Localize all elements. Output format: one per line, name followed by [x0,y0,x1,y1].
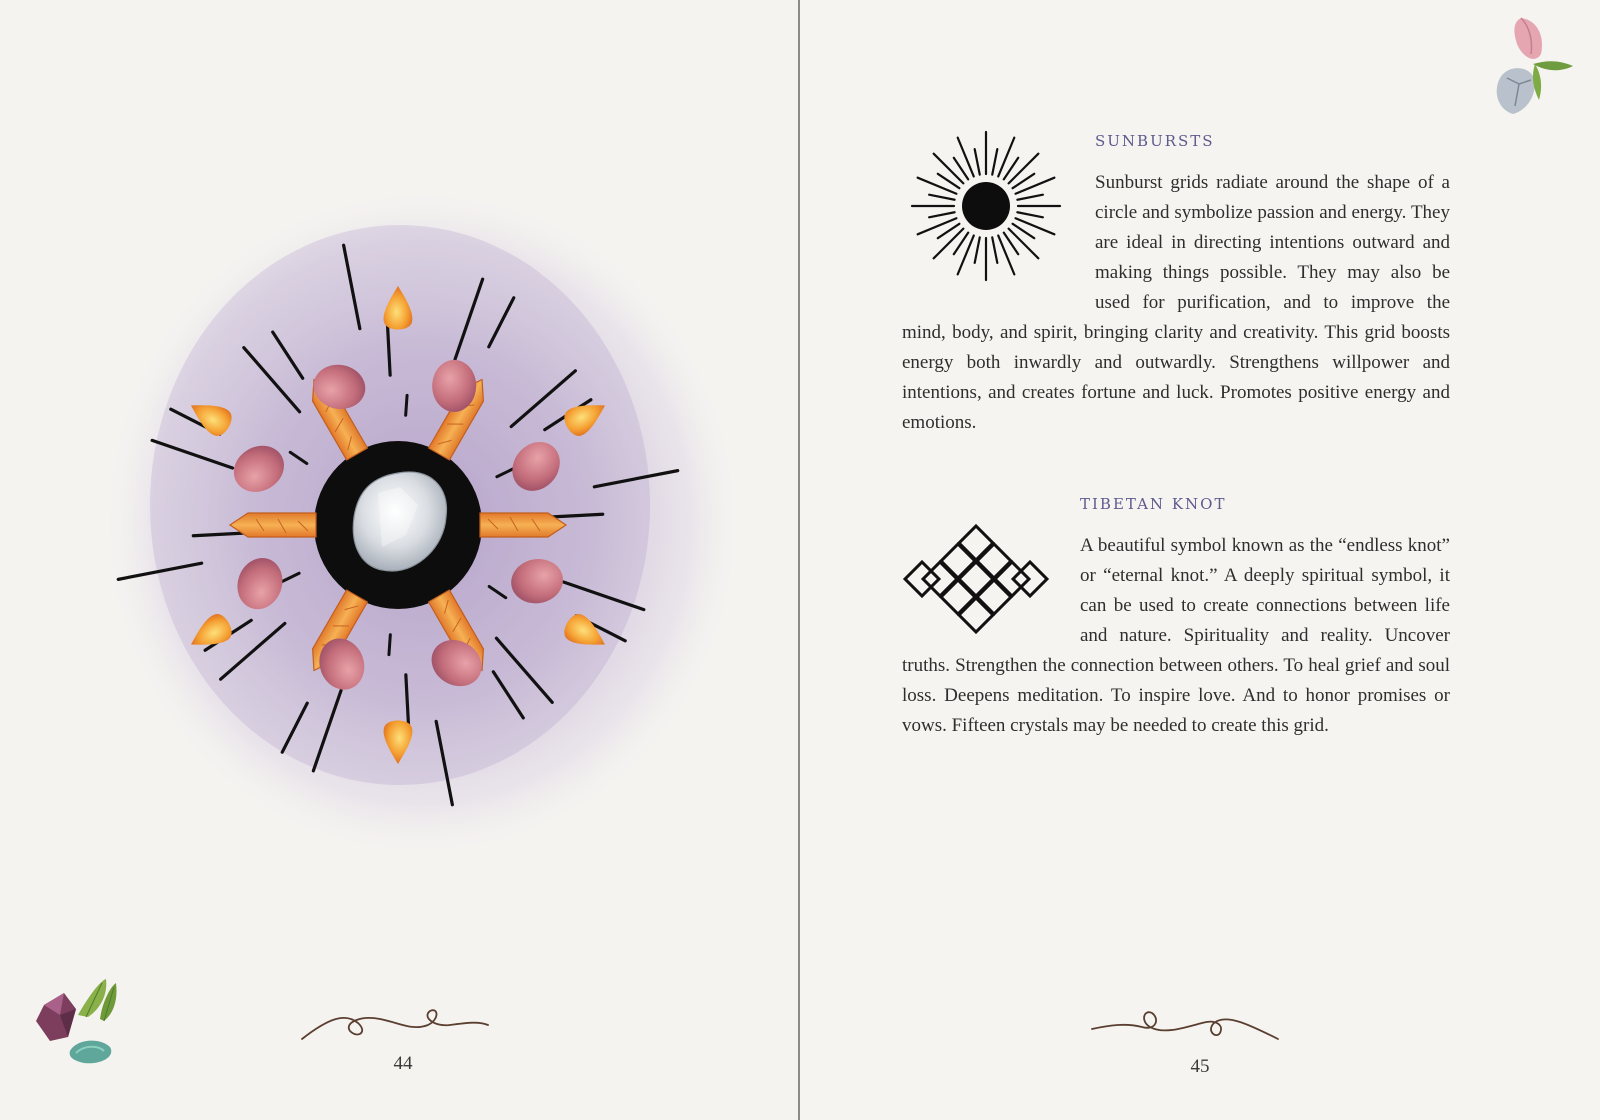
flourish-left [300,1005,490,1045]
section-body-sunbursts [902,168,1450,438]
tibetan-knot-text: A beautiful symbol known as the “endless knot” or “eternal knot.” A deeply spiritual symbol, it can be used to create connections between life and nature. Spirituality and reality. Uncover truths. Strengthen the connection between others. To heal grief and soul loss. Deepens meditation. To inspire love. And to honor promises or vows. Fifteen crystals may be needed to create this grid. [902,535,1450,736]
page-number-left: 44 [393,1053,413,1074]
sun-ray [929,212,955,217]
flourish-right [1090,1005,1280,1045]
section-title-tibetan-knot: TIBETAN KNOT [1080,495,1227,513]
crystal-and-leaf-decoration [1485,14,1595,124]
sun-ray [1016,178,1055,194]
sun-ray [958,236,974,275]
sun-ray [1009,229,1039,259]
sun-ray [1017,195,1043,200]
sunburst-icon [902,126,1095,308]
sun-ray [975,149,980,175]
grid-ray-short [389,635,390,655]
orange-crystal-point [230,513,316,537]
orange-crystal-point [480,513,566,537]
sun-ray [934,229,964,259]
endless-knot-icon [902,517,1080,639]
sun-ray [929,195,955,200]
page-number-right: 45 [1190,1056,1210,1077]
left-page [0,0,798,1120]
sun-ray [998,138,1014,177]
crystals-and-leaves-decoration [30,975,120,1075]
sun-ray [992,149,997,175]
sun-ray [1009,154,1039,184]
right-page [800,0,1600,1120]
section-title-sunbursts: SUNBURSTS [1095,132,1215,150]
section-body-tibetan-knot [902,531,1450,741]
grid-ray-short [406,395,407,415]
sun-ray [998,236,1014,275]
sunburst-crystal-grid-illustration [100,175,740,895]
sun-ray [992,237,997,263]
sun-ray [934,154,964,184]
sun-ray [918,178,957,194]
sun-ray [1017,212,1043,217]
pink-tumbled-stone [432,360,476,412]
sunbursts-text: Sunburst grids radiate around the shape of a circle and symbolize passion and energy. They are ideal in directing intentions outward and making things possible. They may also be used for purification, and to improve the mind, body, and spirit, bringing clarity and creativity. This grid boosts energy both inwardly and outwardly. Strengthens willpower and intentions, and creates fortune and luck. Promotes positive energy and emotions. [902,172,1450,433]
sun-ray [1016,218,1055,234]
sun-ray [975,237,980,263]
sun-ray [958,138,974,177]
sun-ray [918,218,957,234]
